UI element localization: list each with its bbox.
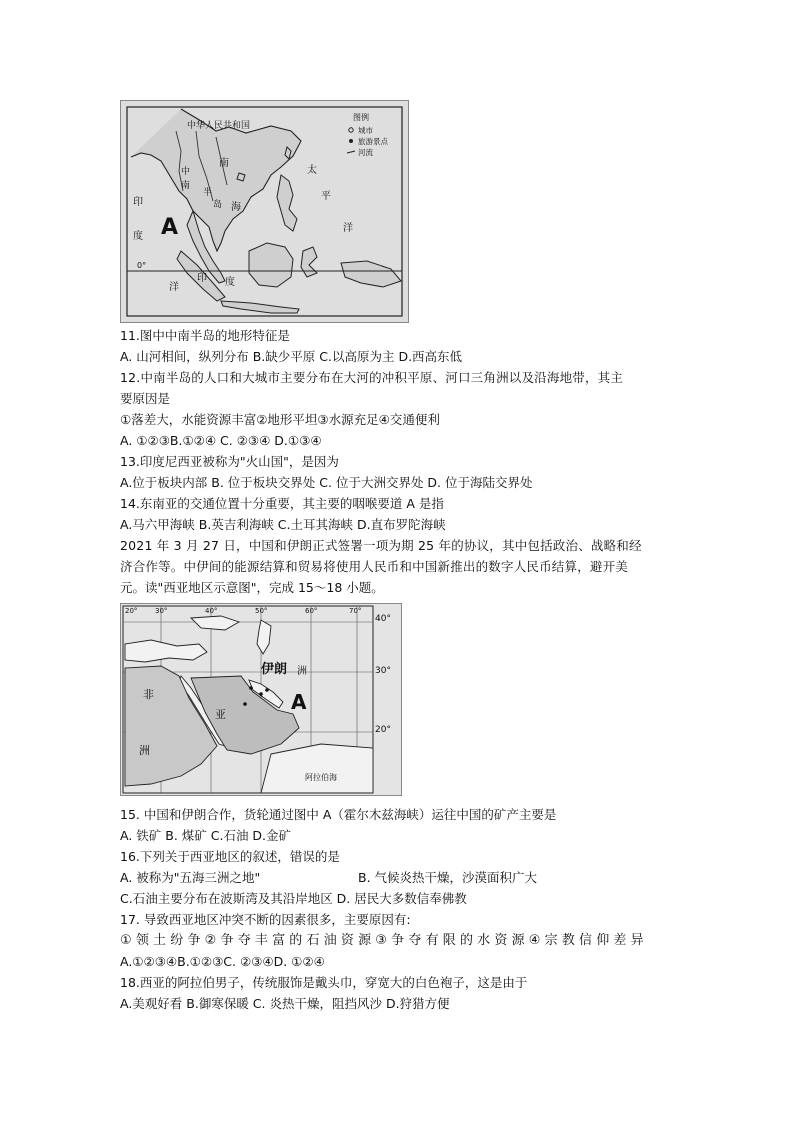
lon-label-30: 30° (155, 607, 168, 615)
lon-label-50: 50° (255, 607, 268, 615)
q18-stem: 18.西亚的阿拉伯男子，传统服饰是戴头巾，穿宽大的白色袍子，这是由于 (120, 975, 528, 990)
q16-stem: 16.下列关于西亚地区的叙述，错误的是 (120, 849, 340, 864)
map1-label-south: 南 (219, 158, 229, 169)
q12-stem-line1: 12.中南半岛的人口和大城市主要分布在大河的冲积平原、河口三角洲以及沿海地带，其主 (120, 370, 624, 385)
lat-label-30: 30° (375, 666, 391, 676)
map2-point-a: A (291, 690, 307, 714)
q18-options: A.美观好看 B.御寒保暖 C. 炎热干燥，阻挡风沙 D.狩猎方便 (120, 996, 450, 1011)
southeast-asia-map (120, 100, 409, 323)
q13-stem: 13.印度尼西亚被称为"火山国"，是因为 (120, 454, 339, 469)
map1-label-peninsula-2: 南 (181, 181, 191, 191)
map1-label-ocean-3: 度 (225, 277, 235, 288)
map1-label-pacific-2: 平 (321, 191, 331, 202)
map1-label-indian-1: 印 (133, 197, 143, 208)
lon-label-60: 60° (305, 607, 318, 615)
q17-options: A.①②③④B.①②③C. ②③④D. ①②④ (120, 954, 325, 969)
map1-point-a: A (161, 215, 179, 240)
map1-label-ocean-2: 印 (197, 273, 207, 284)
map1-label-peninsula-4: 岛 (213, 200, 223, 210)
map2-label-fei: 非 (143, 688, 154, 701)
lon-label-20: 20° (125, 607, 138, 615)
q16-options-cd: C.石油主要分布在波斯湾及其沿岸地区 D. 居民大多数信奉佛教 (120, 891, 467, 906)
lon-label-40: 40° (205, 607, 218, 615)
lon-label-70: 70° (349, 607, 362, 615)
svg-text:图例: 图例 (353, 113, 369, 122)
map2-label-iran: 伊朗 (261, 662, 288, 677)
q16-option-b: B. 气候炎热干燥，沙漠面积广大 (358, 870, 538, 885)
map1-label-pacific-1: 太 (307, 165, 317, 176)
q16-option-a: A. 被称为"五海三洲之地" (120, 870, 261, 885)
q11-options: A. 山河相间，纵列分布 B.缺少平原 C.以高原为主 D.西高东低 (120, 349, 463, 364)
q14-stem: 14.东南亚的交通位置十分重要，其主要的咽喉要道 A 是指 (120, 496, 444, 511)
lat-label-20: 20° (375, 725, 391, 735)
q13-options: A.位于板块内部 B. 位于板块交界处 C. 位于大洲交界处 D. 位于海陆交界处 (120, 475, 533, 490)
map2-label-zhou: 洲 (297, 666, 307, 677)
svg-text:城市: 城市 (358, 126, 373, 135)
west-asia-map-drawing (121, 604, 401, 795)
q17-items: ①领土纷争②争夺丰富的石油资源③争夺有限的水资源④宗教信仰差异 (120, 933, 648, 948)
map2-label-ya: 亚 (215, 708, 226, 721)
lat-label-40: 40° (375, 614, 391, 624)
map1-label-pacific-3: 洋 (343, 223, 353, 234)
q11-stem: 11.图中中南半岛的地形特征是 (120, 328, 290, 343)
svg-text:河流: 河流 (358, 148, 373, 157)
west-asia-map (120, 603, 402, 796)
svg-text:旅游景点: 旅游景点 (358, 137, 388, 146)
q17-stem: 17. 导致西亚地区冲突不断的因素很多，主要原因有: (120, 912, 411, 927)
map1-label-sea: 海 (231, 202, 241, 213)
q12-options: A. ①②③B.①②④ C. ②③④ D.①③④ (120, 433, 322, 448)
map2-label-arabian-sea: 阿拉伯海 (305, 773, 337, 782)
q15-stem: 15. 中国和伊朗合作，货轮通过图中 A（霍尔木兹海峡）运往中国的矿产主要是 (120, 807, 557, 822)
map2-label-zhou2: 洲 (139, 744, 150, 757)
map1-label-peninsula-3: 半 (203, 188, 213, 198)
q15-options: A. 铁矿 B. 煤矿 C.石油 D.金矿 (120, 828, 292, 843)
map1-label-indian-2: 度 (133, 231, 143, 242)
intro-line2: 济合作等。中伊间的能源结算和贸易将使用人民币和中国新推出的数字人民币结算，避开美 (120, 559, 629, 574)
map1-label-peninsula-1: 中 (181, 167, 191, 177)
southeast-asia-map-drawing (121, 101, 408, 322)
q12-stem-line2: 要原因是 (120, 391, 171, 406)
map1-title: 中华人民共和国 (187, 121, 251, 131)
map1-label-ocean-1: 洋 (169, 282, 179, 293)
q12-items: ①落差大，水能资源丰富②地形平坦③水源充足④交通便利 (120, 412, 440, 427)
intro-line3: 元。读"西亚地区示意图"，完成 15～18 小题。 (120, 580, 384, 595)
intro-line1: 2021 年 3 月 27 日，中国和伊朗正式签署一项为期 25 年的协议，其中包括政治、战略和经 (120, 538, 642, 553)
q14-options: A.马六甲海峡 B.英吉利海峡 C.土耳其海峡 D.直布罗陀海峡 (120, 517, 446, 532)
map1-equator-label: 0° (137, 261, 147, 270)
